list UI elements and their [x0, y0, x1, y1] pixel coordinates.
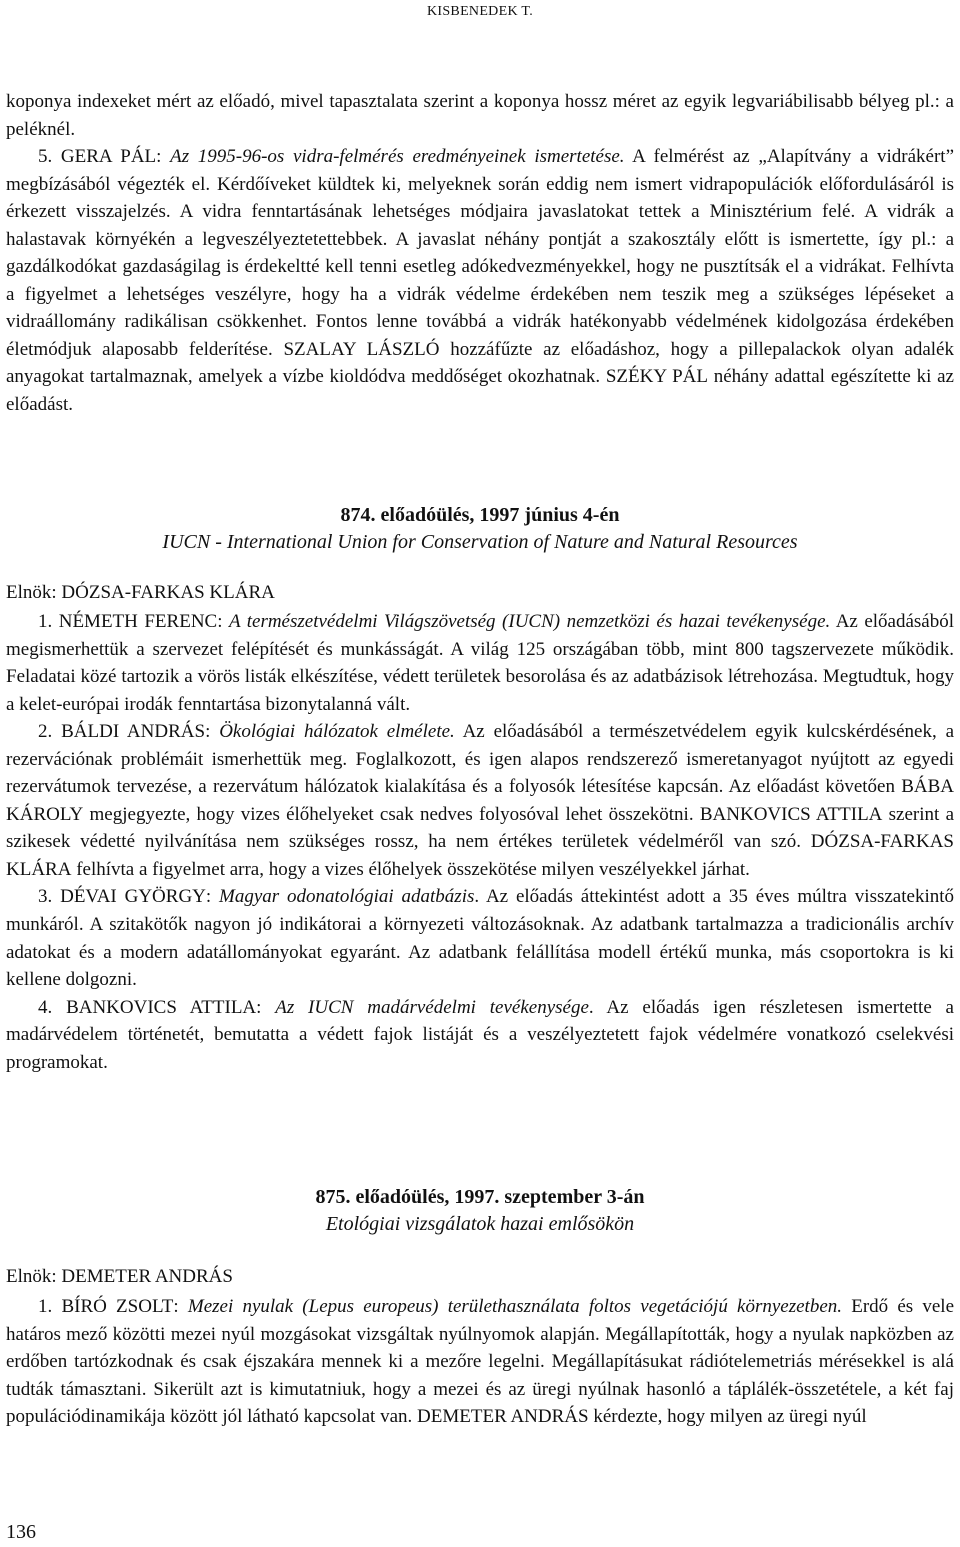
commenter-name: DÓZSA-FARKAS KLÁRA: [6, 831, 954, 880]
speaker-name: BÁLDI ANDRÁS: [61, 721, 206, 743]
speaker-name: GERA PÁL: [60, 146, 157, 168]
talk-item-1: [6, 608, 954, 718]
item-number: 4.: [38, 996, 67, 1018]
session-875-subtitle: Etológiai vizsgálatok hazai emlősökön: [325, 1213, 635, 1235]
item-number: 1.: [38, 611, 59, 632]
speaker-name: BÍRÓ ZSOLT: [61, 1296, 174, 1317]
talk-title: A természetvédelmi Világszövetség (IUCN) nemzetközi és hazai tevékenysége.: [228, 611, 831, 632]
chair-label: Elnök:: [6, 582, 62, 603]
session-874-talks: [6, 608, 954, 1076]
talk-title: Mezei nyulak (Lepus europeus) területhasználata foltos vegetációjú környezetben.: [187, 1296, 843, 1317]
item-number: 2.: [38, 721, 62, 743]
talk-summary-end: felhívta a figyelmet arra, hogy a vizes élőhelyek összekötése milyen veszélyekkel járhat.: [71, 858, 750, 880]
commenter-name: BÁBA KÁROLY: [6, 776, 954, 825]
talk-title: Az 1995-96-os vidra-felmérés eredményeinek ismertetése.: [170, 146, 625, 168]
colon: :: [217, 611, 229, 632]
colon: :: [173, 1296, 188, 1317]
talk-summary-cont: hozzáfűzte az előadáshoz, hogy a pillepalackok olyan adalék anyagokat tartalmaznak, amelyek a vízbe kioldódva meddőséget okozhatnak.: [6, 338, 954, 388]
talk-item-3: [6, 883, 954, 993]
item-number: 1.: [38, 1296, 62, 1317]
session-875-talks: [6, 1293, 954, 1431]
talk-title: Az IUCN madárvédelmi tevékenysége: [275, 996, 589, 1018]
talk-summary-cont: megjegyezte, hogy vizes élőhelyeket csak nedves folyosóval lehet összekötni.: [83, 803, 700, 825]
talk-summary: A felmérést az „Alapítvány a vidrákért” megbízásából végezték el. Kérdőíveket küldtek ki, melyeknek során eddig nem ismert vidrapopulációk előfordulásáról is érkezett visszajelzés. A vidra fenntartásának lehetséges módjaira javaslatokat tettek a Minisztérium felé. A vidrák a halastavak környékén a legveszélyeztetettebbek. A javaslat néhány pontját a szakosztály előtt is ismertette, így pl.: a gazdálkodókat gazdaságilag is érdekeltté kell tenni esetleg adókedvezményekkel, hogy ne pusztítsák el a vidrákat. Felhívta a figyelmet a lehetséges veszélyre, hogy ha a vidrák védelme érdekében nem teszik meg a szükséges lépéseket a vidraállomány radikálisan csökkenhet. Fontos lenne továbbá a vidrák hatékonyabb védelmének kidolgozása érdekében életmódjuk alaposabb felderítése.: [6, 146, 955, 360]
colon: :: [205, 886, 220, 908]
talk-summary: Erdő és vele határos mező közötti mezei nyúl mozgásokat vizsgáltak nyúlnyomok alapján. Megállapították, hogy a nyulak napközben az erdőben tartózkodnak és csak éjszakára mennek ki a mezőre legelni. Megállapításukat rádiótelemetriás mérésekkel is alá tudták támasztani. Sikerült azt is kimutatniuk, hogy a mezei és az üregi nyúlnak hasonló a táplálék-összetétele, a két faj populációdinamikája között jól látható kapcsolat van.: [6, 1296, 955, 1428]
running-header: KISBENEDEK T.: [426, 4, 534, 19]
item-number: 5.: [38, 146, 61, 168]
page-number: 136: [6, 1521, 36, 1543]
speaker-name: BANKOVICS ATTILA: [66, 996, 257, 1018]
paragraph-otter-survey: [6, 143, 954, 418]
talk-summary-cont: szerint a szikesek védetté nyilvánítása nem szükséges rossz, ha nem értékes területek védelméről van szó.: [6, 803, 955, 853]
colon: :: [156, 146, 171, 168]
session-875-chair: [6, 1266, 233, 1288]
commenter-name: BANKOVICS ATTILA: [699, 803, 883, 825]
talk-summary: . Az előadás igen részletesen ismertette a madárvédelem történetét, bemutatta a védett fajok listáját és a veszélyeztetett fajok védelmére vonatkozó cselekvési programokat.: [6, 996, 954, 1073]
paragraph-skull-index: koponya indexeket mért az előadó, mivel tapasztalata szerint a koponya hossz méret az egyik legvariábilisabb bélyeg pl.: a peléknél.: [6, 91, 954, 140]
session-874-title: 874. előadóülés, 1997 június 4-én: [340, 504, 620, 526]
session-874-subtitle: IUCN - International Union for Conservation of Nature and Natural Resources: [162, 531, 798, 553]
item-number: 3.: [38, 886, 61, 908]
talk-title: Magyar odonatológiai adatbázis: [219, 886, 475, 908]
talk-summary: . Az előadás áttekintést adott a 35 éves múltra visszatekintő munkáról. A szitakötők nagyon jó indikátorai a környezeti változásoknak. Az adatbank tartalmazza a tradicionális archív adatokat és a modern adatállományokat egyaránt. Az adatbank felállítása modell értékű munka, más csoportokra is ki kellene dolgozni.: [6, 886, 955, 991]
speaker-name: DÉVAI GYÖRGY: [60, 886, 206, 908]
commenter-name: SZÉKY PÁL: [605, 366, 708, 388]
colon: :: [205, 721, 220, 743]
commenter-name: DEMETER ANDRÁS: [417, 1406, 589, 1428]
chair-name: DÓZSA-FARKAS KLÁRA: [61, 582, 275, 603]
talk-summary: Az előadásából megismerhettük a szervezet felépítését és munkásságát. A világ 125 országában több, mint 800 tagszervezete működik. Feladatai közé tartozik a vörös listák elkészítése, védett területek besorolása és az adatbázisok létrehozása. Megtudtuk, hogy a kelet-európai irodák fenntartása bizonytalanná vált.: [6, 611, 955, 715]
colon: :: [256, 996, 276, 1018]
talk-item-2: [6, 718, 954, 883]
session-875-title: 875. előadóülés, 1997. szeptember 3-án: [315, 1186, 645, 1208]
talk-summary: Az előadásából a természetvédelem egyik kulcskérdésének, a rezervációnak problémáit ismerhettük meg. Foglalkozott, és igen alapos rendszerező ismeretanyagot nyújtott az egyedi rezervátumok tervezése, a rezervátum hálózatok kialakítása és a folyosók létesítése kapcsán. Az előadást követően: [6, 721, 955, 798]
chair-name: DEMETER ANDRÁS: [61, 1266, 233, 1287]
talk-item-4: [6, 994, 954, 1077]
commenter-name: SZALAY LÁSZLÓ: [283, 338, 440, 360]
talk-title: Ökológiai hálózatok elmélete.: [219, 721, 455, 743]
talk-summary-end: néhány adattal egészítette ki az előadást.: [6, 366, 954, 416]
session-874-chair: [6, 582, 275, 604]
speaker-name: NÉMETH FERENC: [58, 611, 218, 632]
talk-summary-end: kérdezte, hogy milyen az üregi nyúl: [588, 1406, 867, 1428]
talk-item-1: [6, 1293, 954, 1431]
section-continued-text: [6, 88, 954, 419]
chair-label: Elnök:: [6, 1266, 62, 1287]
